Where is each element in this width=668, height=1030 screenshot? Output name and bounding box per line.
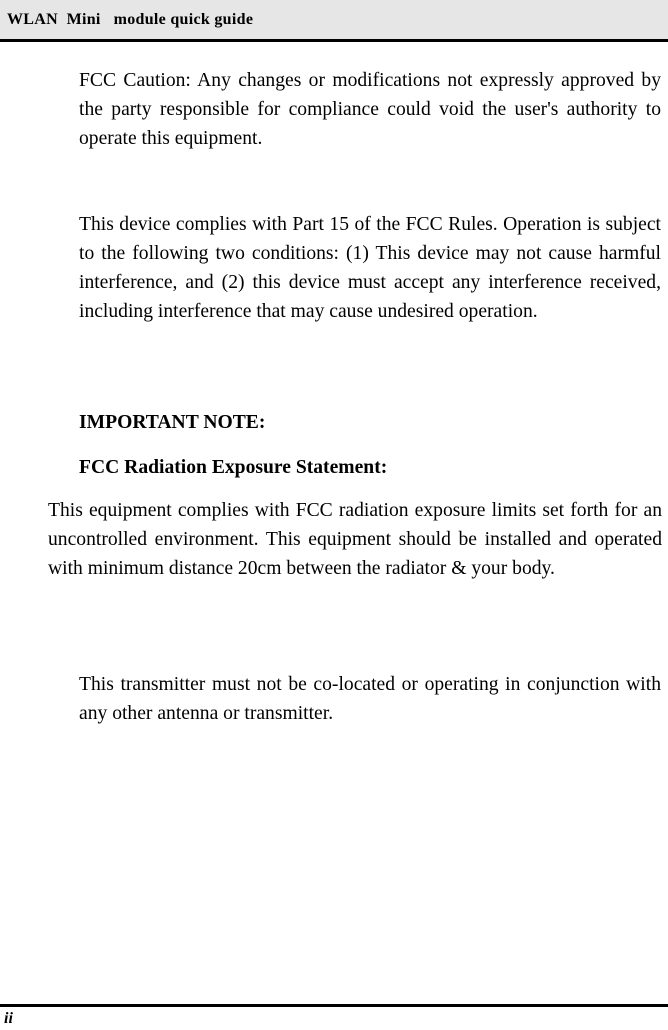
radiation-exposure-paragraph: This equipment complies with FCC radiation exposure limits set forth for an uncontrolled environment. This equipment should be installed and operated with minimum distance 20cm between the radiator & your body. bbox=[48, 500, 662, 579]
fcc-caution-paragraph: FCC Caution: Any changes or modifications not expressly approved by the party responsible for compliance could void the user's authority to operate this equipment. bbox=[79, 70, 661, 149]
header-title: WLAN Mini module quick guide bbox=[7, 11, 254, 28]
page-header bbox=[0, 0, 668, 42]
colocation-paragraph: This transmitter must not be co-located or operating in conjunction with any other antenna or transmitter. bbox=[79, 674, 661, 724]
part15-paragraph: This device complies with Part 15 of the FCC Rules. Operation is subject to the following two conditions: (1) This device may not cause harmful interference, and (2) this device must accept any interference received, including interference that may cause undesired operation. bbox=[79, 214, 661, 322]
footer-divider bbox=[0, 1004, 668, 1007]
important-note-heading: IMPORTANT NOTE: bbox=[79, 412, 266, 433]
page-number: ii bbox=[4, 1010, 13, 1027]
radiation-exposure-heading: FCC Radiation Exposure Statement: bbox=[79, 457, 388, 478]
